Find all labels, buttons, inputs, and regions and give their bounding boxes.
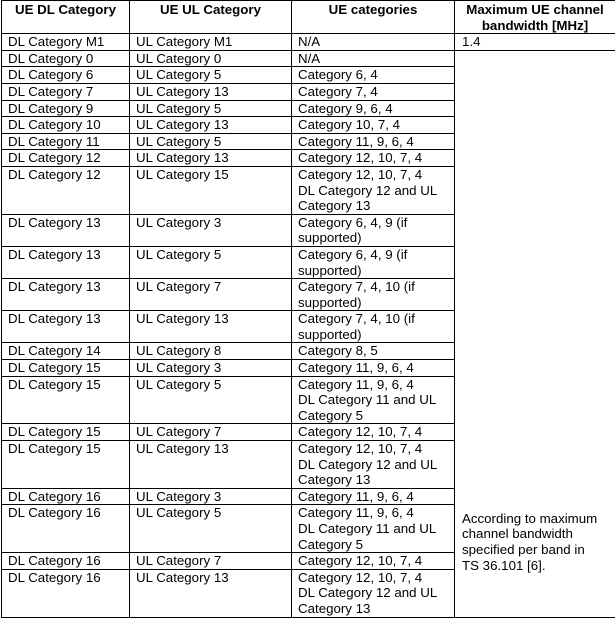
ue-categories-line: Category 12, 10, 7, 4 (298, 569, 423, 585)
ue-categories-line: Category 6, 4, 9 (if (298, 214, 408, 230)
ue-categories-cell (292, 569, 455, 617)
table-row (2, 50, 615, 67)
ue-categories-line: Category 13 (298, 472, 371, 488)
header-ul-category: UE UL Category (130, 1, 292, 34)
table-row (2, 34, 615, 51)
ue-categories-line: N/A (298, 50, 321, 66)
ue-categories-line: Category 6, 4 (298, 67, 378, 83)
ul-category-cell: UL Category 13 (130, 569, 292, 617)
ue-categories-line: Category 11, 9, 6, 4 (298, 133, 414, 149)
ue-categories-cell (292, 505, 455, 553)
ul-category-cell: UL Category 5 (130, 505, 292, 553)
dl-category-cell: DL Category M1 (2, 34, 130, 51)
ue-categories-cell (292, 150, 455, 167)
ul-category-cell: UL Category 3 (130, 214, 292, 246)
ul-category-cell: UL Category 13 (130, 150, 292, 167)
max-bandwidth-note-line: channel bandwidth (462, 526, 573, 542)
ue-categories-line: Category 12, 10, 7, 4 (298, 150, 423, 166)
ul-category-cell: UL Category 3 (130, 488, 292, 505)
ue-categories-line: Category 11, 9, 6, 4 (298, 376, 414, 392)
ue-categories-cell (292, 34, 455, 51)
ul-category-cell: UL Category 0 (130, 50, 292, 67)
dl-category-cell: DL Category 16 (2, 488, 130, 505)
ue-categories-line: Category 6, 4, 9 (if (298, 246, 408, 262)
header-max-bandwidth (455, 1, 615, 34)
ue-categories-cell (292, 214, 455, 246)
ue-categories-line: Category 11, 9, 6, 4 (298, 505, 414, 521)
ul-category-cell: UL Category 3 (130, 360, 292, 377)
dl-category-cell: DL Category 9 (2, 100, 130, 117)
max-bandwidth-note-line: TS 36.101 [6]. (462, 557, 546, 573)
header-max-bandwidth-line1: Maximum UE channel (466, 2, 604, 17)
dl-category-cell: DL Category 11 (2, 133, 130, 150)
ul-category-cell: UL Category 15 (130, 166, 292, 214)
ue-categories-line: Category 5 (298, 536, 364, 552)
ue-categories-cell (292, 424, 455, 441)
ue-categories-line: Category 12, 10, 7, 4 (298, 424, 423, 440)
ue-categories-cell (292, 343, 455, 360)
dl-category-cell: DL Category 15 (2, 376, 130, 424)
ue-categories-cell (292, 166, 455, 214)
ue-categories-line: Category 13 (298, 198, 371, 214)
ue-categories-cell (292, 117, 455, 134)
ue-categories-line: DL Category 12 and UL (298, 456, 438, 472)
header-ue-categories: UE categories (292, 1, 455, 34)
ul-category-cell: UL Category 13 (130, 83, 292, 100)
dl-category-cell: DL Category 15 (2, 424, 130, 441)
dl-category-cell: DL Category 16 (2, 505, 130, 553)
ue-categories-cell (292, 83, 455, 100)
ue-categories-cell (292, 311, 455, 343)
ue-categories-line: Category 12, 10, 7, 4 (298, 441, 423, 457)
dl-category-cell: DL Category 13 (2, 279, 130, 311)
ul-category-cell: UL Category M1 (130, 34, 292, 51)
ue-categories-line: DL Category 12 and UL (298, 182, 438, 198)
dl-category-cell: DL Category 15 (2, 441, 130, 489)
ul-category-cell: UL Category 13 (130, 117, 292, 134)
dl-category-cell: DL Category 16 (2, 569, 130, 617)
ue-categories-line: Category 5 (298, 407, 364, 423)
max-bandwidth-cell: 1.4 (455, 34, 615, 51)
ue-categories-line: DL Category 12 and UL (298, 585, 438, 601)
dl-category-cell: DL Category 12 (2, 150, 130, 167)
table-body (2, 34, 615, 617)
ue-categories-cell (292, 246, 455, 278)
ue-categories-line: Category 11, 9, 6, 4 (298, 360, 414, 376)
dl-category-cell: DL Category 13 (2, 246, 130, 278)
ue-categories-line: Category 7, 4 (298, 83, 378, 99)
ul-category-cell: UL Category 5 (130, 67, 292, 84)
dl-category-cell: DL Category 10 (2, 117, 130, 134)
ue-categories-cell (292, 100, 455, 117)
header-dl-category: UE DL Category (2, 1, 130, 34)
max-bandwidth-note (462, 511, 609, 573)
dl-category-cell: DL Category 0 (2, 50, 130, 67)
ue-categories-line: Category 10, 7, 4 (298, 117, 401, 133)
ue-categories-line: Category 7, 4, 10 (if (298, 311, 415, 327)
ue-categories-line: Category 11, 9, 6, 4 (298, 488, 414, 504)
ue-categories-cell (292, 279, 455, 311)
ul-category-cell: UL Category 7 (130, 279, 292, 311)
ue-categories-cell (292, 360, 455, 377)
ul-category-cell: UL Category 13 (130, 441, 292, 489)
ue-categories-line: supported) (298, 262, 362, 278)
max-bandwidth-note-line: specified per band in (462, 541, 585, 557)
dl-category-cell: DL Category 6 (2, 67, 130, 84)
ue-categories-cell (292, 488, 455, 505)
dl-category-cell: DL Category 13 (2, 311, 130, 343)
ue-categories-line: Category 12, 10, 7, 4 (298, 553, 423, 569)
ul-category-cell: UL Category 5 (130, 376, 292, 424)
ue-categories-line: Category 9, 6, 4 (298, 100, 393, 116)
ue-categories-line: Category 13 (298, 600, 371, 616)
ul-category-cell: UL Category 7 (130, 553, 292, 570)
header-max-bandwidth-line2: bandwidth [MHz] (481, 17, 589, 33)
ue-categories-cell (292, 376, 455, 424)
ue-categories-line: supported) (298, 294, 362, 310)
dl-category-cell: DL Category 7 (2, 83, 130, 100)
ul-category-cell: UL Category 5 (130, 133, 292, 150)
max-bandwidth-note-line: According to maximum (462, 510, 598, 526)
ue-categories-cell (292, 553, 455, 570)
ue-categories-cell (292, 50, 455, 67)
ul-category-cell: UL Category 7 (130, 424, 292, 441)
ue-categories-line: DL Category 11 and UL (298, 521, 437, 536)
ue-categories-line: Category 8, 5 (298, 343, 378, 359)
ue-categories-cell (292, 133, 455, 150)
dl-category-cell: DL Category 13 (2, 214, 130, 246)
ue-categories-line: supported) (298, 230, 362, 246)
ue-categories-line: Category 12, 10, 7, 4 (298, 166, 423, 182)
ul-category-cell: UL Category 13 (130, 311, 292, 343)
ue-categories-cell (292, 441, 455, 489)
ue-categories-line: Category 7, 4, 10 (if (298, 279, 415, 295)
max-bandwidth-merged-cell (455, 50, 615, 617)
ul-category-cell: UL Category 8 (130, 343, 292, 360)
ue-categories-line: supported) (298, 326, 362, 342)
ue-categories-line: DL Category 11 and UL (298, 392, 437, 408)
dl-category-cell: DL Category 15 (2, 360, 130, 377)
ul-category-cell: UL Category 5 (130, 100, 292, 117)
ue-category-table (1, 0, 615, 618)
dl-category-cell: DL Category 14 (2, 343, 130, 360)
dl-category-cell: DL Category 16 (2, 553, 130, 570)
header-row (2, 1, 615, 34)
ul-category-cell: UL Category 5 (130, 246, 292, 278)
dl-category-cell: DL Category 12 (2, 166, 130, 214)
ue-categories-cell (292, 67, 455, 84)
ue-categories-line: N/A (298, 34, 321, 50)
